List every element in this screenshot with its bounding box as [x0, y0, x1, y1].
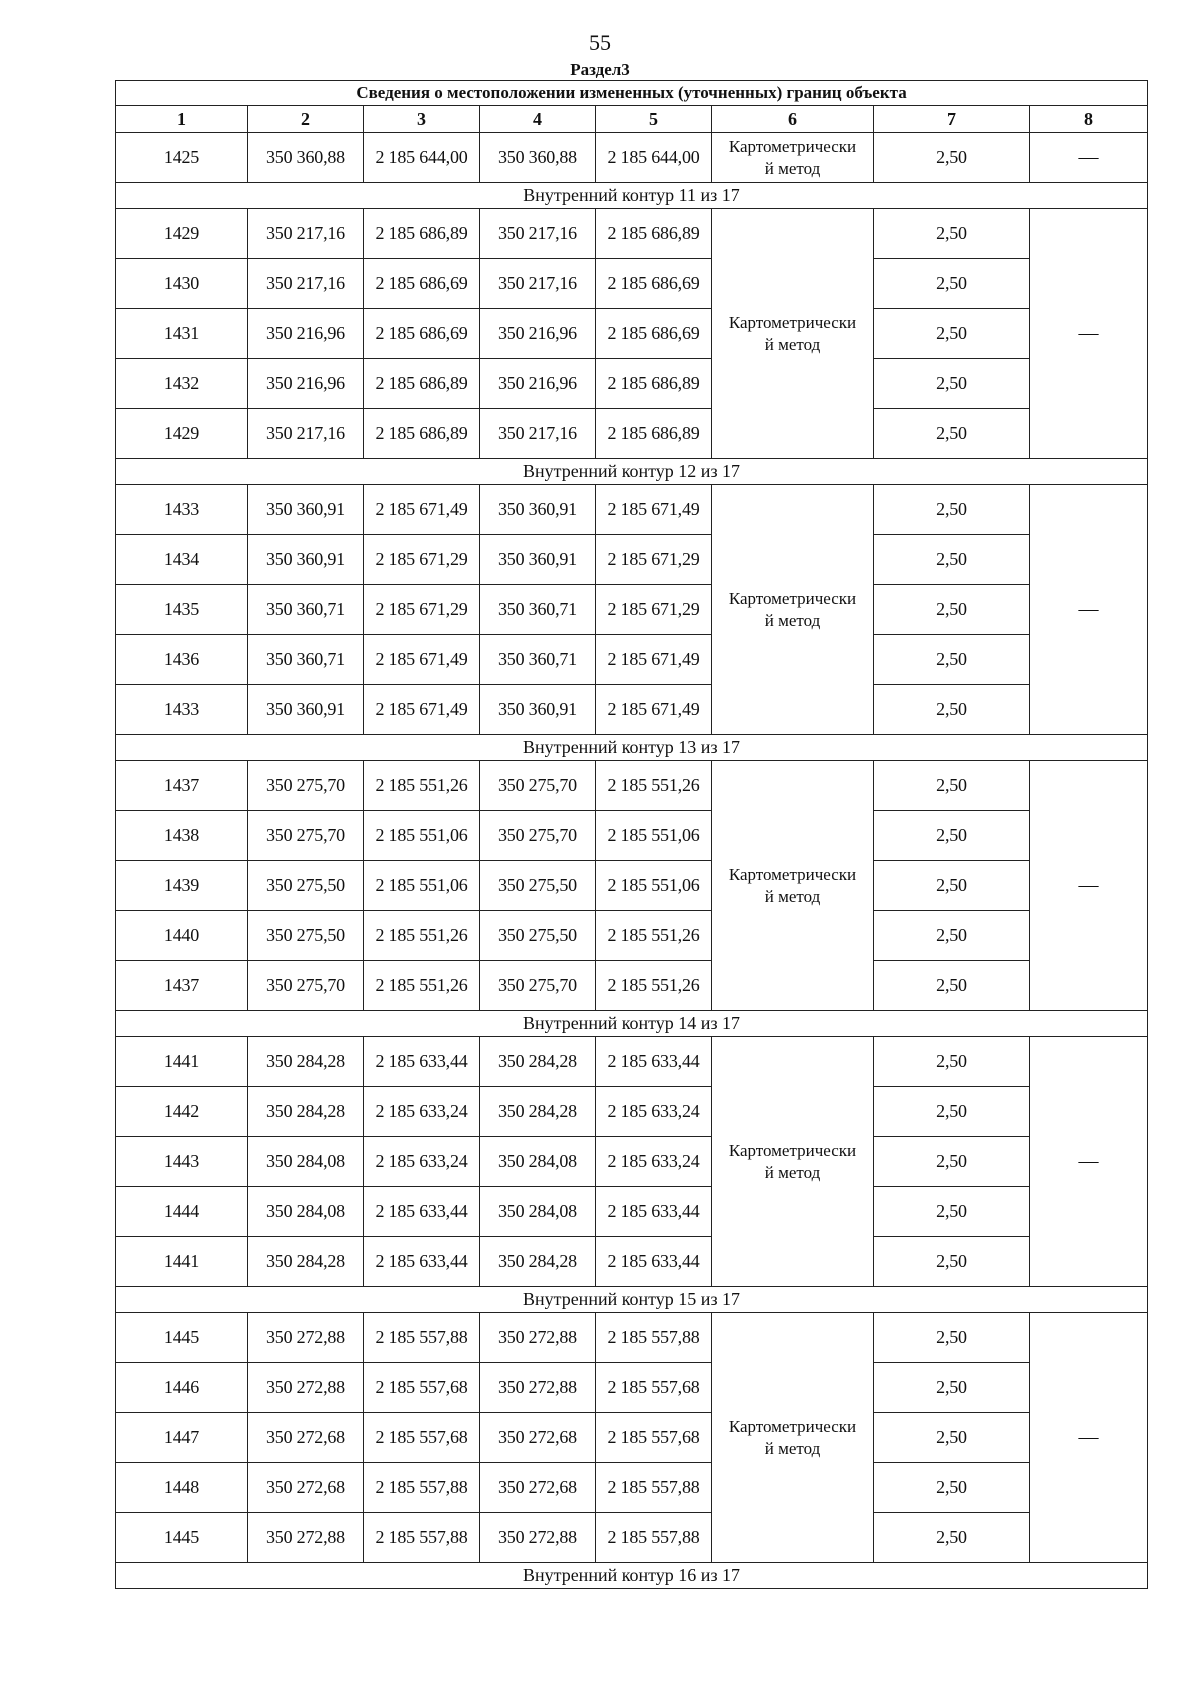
contour-label: Внутренний контур 12 из 17	[116, 459, 1148, 485]
table-row	[116, 1513, 1148, 1563]
contour-row	[116, 1011, 1148, 1037]
coord-y-refined: 2 185 644,00	[596, 133, 712, 183]
method-text: й метод	[764, 158, 821, 178]
point-number: 1445	[116, 1313, 248, 1363]
table-row	[116, 635, 1148, 685]
method-cell	[712, 485, 874, 735]
coord-x-existing: 350 272,88	[248, 1313, 364, 1363]
accuracy-cell: 2,50	[874, 961, 1030, 1011]
coord-x-existing: 350 284,28	[248, 1037, 364, 1087]
coord-x-existing: 350 216,96	[248, 359, 364, 409]
column-header: 6	[712, 106, 874, 133]
column-number-row	[116, 106, 1148, 133]
coord-x-refined: 350 360,71	[480, 585, 596, 635]
coord-y-refined: 2 185 671,49	[596, 485, 712, 535]
method-text: Картометрически	[728, 864, 857, 884]
point-number: 1445	[116, 1513, 248, 1563]
coord-x-refined: 350 272,88	[480, 1363, 596, 1413]
table-row	[116, 761, 1148, 811]
accuracy-cell: 2,50	[874, 635, 1030, 685]
coord-y-existing: 2 185 557,88	[364, 1513, 480, 1563]
coord-x-refined: 350 272,88	[480, 1513, 596, 1563]
coord-x-refined: 350 284,08	[480, 1187, 596, 1237]
accuracy-cell: 2,50	[874, 209, 1030, 259]
coord-x-refined: 350 275,70	[480, 761, 596, 811]
coord-x-existing: 350 284,08	[248, 1187, 364, 1237]
table-row	[116, 1087, 1148, 1137]
col8-cell: —	[1030, 133, 1148, 183]
coord-y-refined: 2 185 686,89	[596, 409, 712, 459]
coord-y-refined: 2 185 686,89	[596, 209, 712, 259]
coord-y-existing: 2 185 671,29	[364, 585, 480, 635]
table-row	[116, 861, 1148, 911]
coord-y-refined: 2 185 671,49	[596, 685, 712, 735]
table-row	[116, 1463, 1148, 1513]
coord-y-existing: 2 185 644,00	[364, 133, 480, 183]
point-number: 1447	[116, 1413, 248, 1463]
method-text: Картометрически	[728, 312, 857, 332]
accuracy-cell: 2,50	[874, 685, 1030, 735]
contour-row	[116, 183, 1148, 209]
coord-x-refined: 350 284,28	[480, 1237, 596, 1287]
accuracy-cell: 2,50	[874, 1187, 1030, 1237]
coord-x-existing: 350 360,91	[248, 685, 364, 735]
point-number: 1441	[116, 1237, 248, 1287]
table-row	[116, 1413, 1148, 1463]
method-text: Картометрически	[728, 136, 857, 156]
contour-row	[116, 735, 1148, 761]
point-number: 1446	[116, 1363, 248, 1413]
col8-cell: —	[1030, 209, 1148, 459]
coord-y-existing: 2 185 633,44	[364, 1187, 480, 1237]
method-cell	[712, 209, 874, 459]
point-number: 1444	[116, 1187, 248, 1237]
coord-y-refined: 2 185 551,26	[596, 911, 712, 961]
coord-x-existing: 350 275,50	[248, 911, 364, 961]
coord-x-existing: 350 217,16	[248, 209, 364, 259]
coord-y-existing: 2 185 551,26	[364, 911, 480, 961]
coord-x-refined: 350 284,28	[480, 1037, 596, 1087]
method-cell	[712, 761, 874, 1011]
point-number: 1443	[116, 1137, 248, 1187]
accuracy-cell: 2,50	[874, 1313, 1030, 1363]
table-row	[116, 961, 1148, 1011]
table-row	[116, 1237, 1148, 1287]
point-number: 1442	[116, 1087, 248, 1137]
table-row	[116, 133, 1148, 183]
method-text: й метод	[764, 886, 821, 906]
coord-x-existing: 350 217,16	[248, 259, 364, 309]
coord-x-existing: 350 360,91	[248, 485, 364, 535]
table-row	[116, 1137, 1148, 1187]
table-row	[116, 309, 1148, 359]
coord-y-refined: 2 185 557,68	[596, 1413, 712, 1463]
table-row	[116, 911, 1148, 961]
coord-y-refined: 2 185 551,26	[596, 961, 712, 1011]
coord-x-existing: 350 272,68	[248, 1463, 364, 1513]
table-row	[116, 535, 1148, 585]
method-text: й метод	[764, 334, 821, 354]
accuracy-cell: 2,50	[874, 535, 1030, 585]
method-text: Картометрически	[728, 588, 857, 608]
coord-y-refined: 2 185 633,44	[596, 1237, 712, 1287]
coord-x-refined: 350 272,88	[480, 1313, 596, 1363]
point-number: 1437	[116, 961, 248, 1011]
table-row	[116, 685, 1148, 735]
coord-x-existing: 350 360,71	[248, 635, 364, 685]
coord-y-refined: 2 185 557,88	[596, 1313, 712, 1363]
accuracy-cell: 2,50	[874, 309, 1030, 359]
accuracy-cell: 2,50	[874, 409, 1030, 459]
coord-x-refined: 350 216,96	[480, 309, 596, 359]
boundary-table	[115, 80, 1148, 1589]
coord-x-refined: 350 284,08	[480, 1137, 596, 1187]
col8-cell: —	[1030, 1313, 1148, 1563]
table-row	[116, 1363, 1148, 1413]
table-row	[116, 359, 1148, 409]
coord-y-refined: 2 185 633,44	[596, 1037, 712, 1087]
coord-y-refined: 2 185 671,29	[596, 535, 712, 585]
coord-x-refined: 350 360,88	[480, 133, 596, 183]
coord-y-existing: 2 185 557,88	[364, 1313, 480, 1363]
accuracy-cell: 2,50	[874, 811, 1030, 861]
coord-x-existing: 350 360,88	[248, 133, 364, 183]
accuracy-cell: 2,50	[874, 761, 1030, 811]
coord-y-existing: 2 185 633,44	[364, 1037, 480, 1087]
point-number: 1433	[116, 685, 248, 735]
accuracy-cell: 2,50	[874, 133, 1030, 183]
contour-row	[116, 1563, 1148, 1589]
coord-x-refined: 350 217,16	[480, 409, 596, 459]
coord-y-existing: 2 185 686,89	[364, 209, 480, 259]
coord-x-refined: 350 272,68	[480, 1463, 596, 1513]
point-number: 1436	[116, 635, 248, 685]
table-row	[116, 1187, 1148, 1237]
coord-y-refined: 2 185 686,69	[596, 259, 712, 309]
point-number: 1433	[116, 485, 248, 535]
coord-x-existing: 350 275,50	[248, 861, 364, 911]
coord-y-existing: 2 185 633,44	[364, 1237, 480, 1287]
accuracy-cell: 2,50	[874, 359, 1030, 409]
coord-y-existing: 2 185 686,69	[364, 259, 480, 309]
accuracy-cell: 2,50	[874, 1087, 1030, 1137]
point-number: 1434	[116, 535, 248, 585]
method-text: Картометрически	[728, 1140, 857, 1160]
coord-y-refined: 2 185 686,69	[596, 309, 712, 359]
coord-y-existing: 2 185 633,24	[364, 1137, 480, 1187]
coord-x-refined: 350 275,50	[480, 861, 596, 911]
coord-x-refined: 350 360,71	[480, 635, 596, 685]
coord-y-refined: 2 185 551,06	[596, 861, 712, 911]
method-cell	[712, 133, 874, 183]
point-number: 1437	[116, 761, 248, 811]
method-text: й метод	[764, 610, 821, 630]
point-number: 1438	[116, 811, 248, 861]
accuracy-cell: 2,50	[874, 861, 1030, 911]
coord-y-refined: 2 185 551,26	[596, 761, 712, 811]
coord-y-refined: 2 185 557,88	[596, 1513, 712, 1563]
point-number: 1441	[116, 1037, 248, 1087]
coord-y-refined: 2 185 633,44	[596, 1187, 712, 1237]
coord-x-refined: 350 272,68	[480, 1413, 596, 1463]
accuracy-cell: 2,50	[874, 1413, 1030, 1463]
accuracy-cell: 2,50	[874, 1137, 1030, 1187]
coord-y-refined: 2 185 557,88	[596, 1463, 712, 1513]
col8-cell: —	[1030, 761, 1148, 1011]
coord-x-refined: 350 217,16	[480, 259, 596, 309]
point-number: 1425	[116, 133, 248, 183]
coord-x-refined: 350 284,28	[480, 1087, 596, 1137]
coord-x-refined: 350 360,91	[480, 535, 596, 585]
coord-y-refined: 2 185 633,24	[596, 1087, 712, 1137]
coord-y-existing: 2 185 557,68	[364, 1363, 480, 1413]
contour-label: Внутренний контур 16 из 17	[116, 1563, 1148, 1589]
table-row	[116, 811, 1148, 861]
coord-x-existing: 350 217,16	[248, 409, 364, 459]
coord-x-existing: 350 360,71	[248, 585, 364, 635]
coord-x-existing: 350 360,91	[248, 535, 364, 585]
table-row	[116, 409, 1148, 459]
column-header: 8	[1030, 106, 1148, 133]
point-number: 1429	[116, 409, 248, 459]
coord-y-existing: 2 185 686,89	[364, 409, 480, 459]
coord-y-existing: 2 185 633,24	[364, 1087, 480, 1137]
coord-y-refined: 2 185 671,49	[596, 635, 712, 685]
coord-y-existing: 2 185 671,29	[364, 535, 480, 585]
coord-y-existing: 2 185 671,49	[364, 485, 480, 535]
coord-y-existing: 2 185 551,06	[364, 811, 480, 861]
accuracy-cell: 2,50	[874, 585, 1030, 635]
point-number: 1439	[116, 861, 248, 911]
column-header: 5	[596, 106, 712, 133]
table-row	[116, 585, 1148, 635]
col8-cell: —	[1030, 1037, 1148, 1287]
table-row	[116, 485, 1148, 535]
col8-cell: —	[1030, 485, 1148, 735]
point-number: 1435	[116, 585, 248, 635]
coord-y-existing: 2 185 557,68	[364, 1413, 480, 1463]
coord-x-existing: 350 284,08	[248, 1137, 364, 1187]
point-number: 1430	[116, 259, 248, 309]
coord-y-existing: 2 185 671,49	[364, 635, 480, 685]
coord-x-existing: 350 216,96	[248, 309, 364, 359]
method-text: й метод	[764, 1162, 821, 1182]
coord-x-existing: 350 275,70	[248, 961, 364, 1011]
coord-x-existing: 350 275,70	[248, 811, 364, 861]
coord-x-existing: 350 284,28	[248, 1087, 364, 1137]
table-row	[116, 1037, 1148, 1087]
contour-row	[116, 1287, 1148, 1313]
contour-row	[116, 459, 1148, 485]
coord-x-existing: 350 284,28	[248, 1237, 364, 1287]
table-row	[116, 1313, 1148, 1363]
coord-y-refined: 2 185 633,24	[596, 1137, 712, 1187]
accuracy-cell: 2,50	[874, 485, 1030, 535]
coord-x-refined: 350 360,91	[480, 685, 596, 735]
coord-y-existing: 2 185 551,26	[364, 961, 480, 1011]
coord-y-refined: 2 185 557,68	[596, 1363, 712, 1413]
coord-x-refined: 350 217,16	[480, 209, 596, 259]
column-header: 2	[248, 106, 364, 133]
coord-x-refined: 350 216,96	[480, 359, 596, 409]
accuracy-cell: 2,50	[874, 259, 1030, 309]
coord-x-existing: 350 272,88	[248, 1363, 364, 1413]
coord-x-refined: 350 275,50	[480, 911, 596, 961]
coord-y-existing: 2 185 686,69	[364, 309, 480, 359]
table-row	[116, 209, 1148, 259]
coord-x-existing: 350 272,68	[248, 1413, 364, 1463]
point-number: 1432	[116, 359, 248, 409]
coord-y-refined: 2 185 671,29	[596, 585, 712, 635]
accuracy-cell: 2,50	[874, 1037, 1030, 1087]
coord-y-existing: 2 185 686,89	[364, 359, 480, 409]
accuracy-cell: 2,50	[874, 1363, 1030, 1413]
contour-label: Внутренний контур 13 из 17	[116, 735, 1148, 761]
point-number: 1440	[116, 911, 248, 961]
accuracy-cell: 2,50	[874, 911, 1030, 961]
column-header: 1	[116, 106, 248, 133]
method-cell	[712, 1313, 874, 1563]
coord-x-existing: 350 275,70	[248, 761, 364, 811]
coord-y-existing: 2 185 551,06	[364, 861, 480, 911]
table-row	[116, 259, 1148, 309]
coord-x-existing: 350 272,88	[248, 1513, 364, 1563]
column-header: 3	[364, 106, 480, 133]
point-number: 1448	[116, 1463, 248, 1513]
method-cell	[712, 1037, 874, 1287]
point-number: 1429	[116, 209, 248, 259]
coord-y-refined: 2 185 686,89	[596, 359, 712, 409]
point-number: 1431	[116, 309, 248, 359]
accuracy-cell: 2,50	[874, 1463, 1030, 1513]
table-title: Сведения о местоположении измененных (уточненных) границ объекта	[116, 81, 1148, 106]
coord-y-refined: 2 185 551,06	[596, 811, 712, 861]
column-header: 4	[480, 106, 596, 133]
section-label: Раздел3	[570, 60, 630, 79]
accuracy-cell: 2,50	[874, 1237, 1030, 1287]
page-number: 55	[589, 30, 611, 55]
coord-y-existing: 2 185 557,88	[364, 1463, 480, 1513]
coord-y-existing: 2 185 671,49	[364, 685, 480, 735]
coord-x-refined: 350 275,70	[480, 961, 596, 1011]
coord-x-refined: 350 275,70	[480, 811, 596, 861]
method-text: Картометрически	[728, 1416, 857, 1436]
contour-label: Внутренний контур 11 из 17	[116, 183, 1148, 209]
column-header: 7	[874, 106, 1030, 133]
method-text: й метод	[764, 1438, 821, 1458]
contour-label: Внутренний контур 15 из 17	[116, 1287, 1148, 1313]
coord-y-existing: 2 185 551,26	[364, 761, 480, 811]
coord-x-refined: 350 360,91	[480, 485, 596, 535]
contour-label: Внутренний контур 14 из 17	[116, 1011, 1148, 1037]
accuracy-cell: 2,50	[874, 1513, 1030, 1563]
